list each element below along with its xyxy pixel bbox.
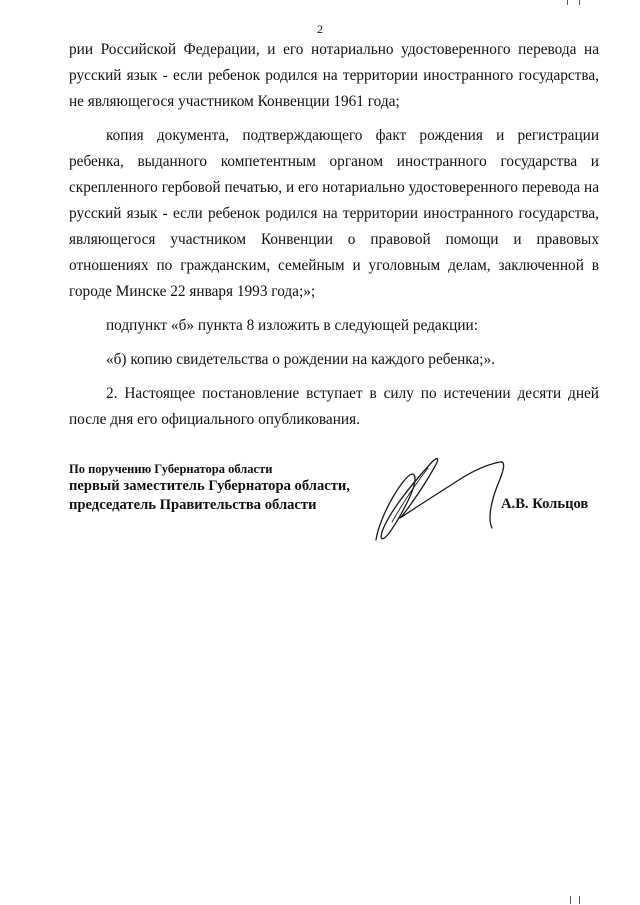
document-body	[69, 37, 599, 441]
page-number: 2	[317, 22, 323, 36]
paragraph-continuation: рии Российской Федерации, и его нотариально удостоверенного перевода на русский язык - если ребенок родился на территории иностранного государства, не являющегося участником Конвенции 1961 года;	[69, 41, 599, 110]
paragraph-birth-document: копия документа, подтверждающего факт рождения и регистрации ребенка, выданного компетентным органом иностранного государства и скрепленного гербовой печатью, и его нотариально удостоверенного перевода на русский язык - если ребенок родился на территории иностранного государства, являющегося участником Конвенции о правовой помощи и правовых отношениях по гражданским, семейным и уголовным делам, заключенной в городе Минске 22 января 1993 года;»;	[69, 127, 599, 300]
signature-authority-line: По поручению Губернатора области	[69, 462, 273, 476]
paragraph-subclause-instruction: подпункт «б» пункта 8 изложить в следующей редакции:	[106, 317, 478, 334]
paragraph-subclause-b: «б) копию свидетельства о рождении на каждого ребенка;».	[106, 351, 496, 368]
scan-mark	[579, 896, 580, 904]
scan-mark	[570, 896, 571, 904]
signature-position-line: первый заместитель Губернатора области,	[69, 478, 350, 494]
signature-block	[69, 461, 369, 515]
signer-name: А.В. Кольцов	[501, 496, 589, 512]
handwritten-signature	[370, 448, 520, 543]
paragraph-effective-date: 2. Настоящее постановление вступает в силу по истечении десяти дней после дня его официального опубликования.	[69, 385, 599, 428]
scan-mark	[567, 0, 568, 5]
scan-mark	[579, 0, 580, 5]
signature-title-line: председатель Правительства области	[69, 497, 317, 513]
